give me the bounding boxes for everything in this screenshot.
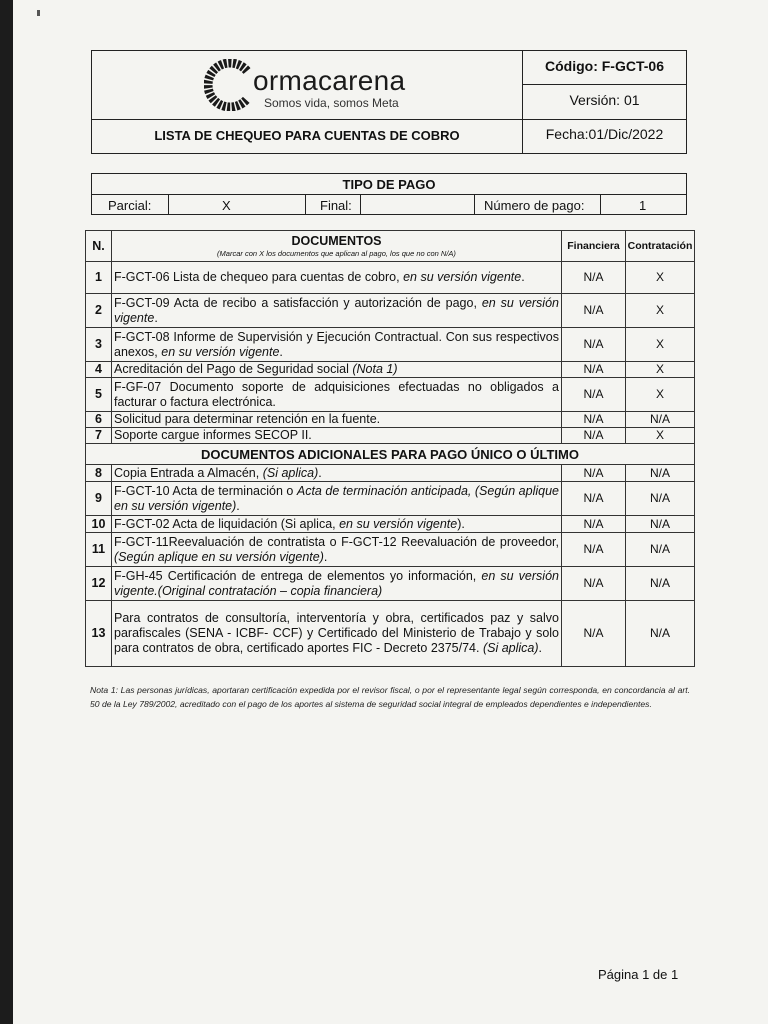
table-row	[86, 294, 695, 328]
row-description	[112, 362, 562, 378]
col-docs-header	[112, 231, 562, 262]
table-row	[86, 533, 695, 567]
logo-slogan: Somos vida, somos Meta	[264, 96, 399, 110]
final-label: Final:	[320, 198, 352, 213]
col-contratacion-header: Contratación	[626, 231, 695, 262]
row-number: 11	[86, 533, 112, 567]
section-row	[86, 444, 695, 465]
row-number: 1	[86, 262, 112, 294]
documents-table	[85, 230, 695, 667]
col-docs-title: DOCUMENTOS	[291, 234, 382, 248]
row-description	[112, 378, 562, 412]
description-italic: en su versión vigente	[161, 344, 280, 359]
contratacion-cell: N/A	[626, 412, 695, 428]
table-row	[86, 412, 695, 428]
financiera-cell: N/A	[562, 262, 626, 294]
row-description	[112, 533, 562, 567]
description-tail: .	[279, 344, 283, 359]
row-description	[112, 465, 562, 482]
description-text: Copia Entrada a Almacén,	[114, 465, 263, 480]
col-financiera-header: Financiera	[562, 231, 626, 262]
description-italic: en su versión vigente	[114, 295, 559, 325]
fecha-field: Fecha:01/Dic/2022	[545, 126, 664, 142]
description-text: F-GCT-02 Acta de liquidación (Si aplica,	[114, 516, 340, 531]
row-description	[112, 412, 562, 428]
row-description	[112, 262, 562, 294]
contratacion-cell: X	[626, 328, 695, 362]
row-number: 3	[86, 328, 112, 362]
contratacion-cell: N/A	[626, 533, 695, 567]
table-row	[86, 601, 695, 667]
description-italic: en su versión vigente	[403, 270, 522, 284]
financiera-cell: N/A	[562, 482, 626, 516]
description-text: F-GH-45 Certificación de entrega de elementos yo información,	[114, 568, 482, 583]
row-description	[112, 428, 562, 444]
col-n-header: N.	[86, 231, 112, 262]
numero-pago-label: Número de pago:	[484, 198, 585, 213]
description-text: Soporte cargue informes SECOP II.	[114, 428, 312, 442]
description-text: F-GF-07 Documento soporte de adquisiciones efectuadas no obligados a facturar o factura electrónica.	[114, 379, 559, 409]
row-number: 5	[86, 378, 112, 412]
table-row	[86, 428, 695, 444]
description-tail: .	[323, 549, 328, 564]
row-number: 8	[86, 465, 112, 482]
row-description	[112, 567, 562, 601]
contratacion-cell: X	[626, 294, 695, 328]
row-number: 2	[86, 294, 112, 328]
contratacion-cell: N/A	[626, 567, 695, 601]
table-row	[86, 328, 695, 362]
row-number: 12	[86, 567, 112, 601]
description-italic: (Si aplica)	[262, 465, 319, 480]
document-header	[91, 50, 687, 154]
financiera-cell: N/A	[562, 465, 626, 482]
row-description	[112, 294, 562, 328]
section-title: DOCUMENTOS ADICIONALES PARA PAGO ÚNICO O ÚLTIMO	[86, 444, 695, 465]
description-italic: (Según aplique en su versión vigente)	[114, 549, 324, 564]
row-number: 7	[86, 428, 112, 444]
description-text: Solicitud para determinar retención en la fuente.	[114, 412, 381, 426]
description-text: F-GCT-10 Acta de terminación o	[114, 483, 297, 498]
row-number: 6	[86, 412, 112, 428]
table-row	[86, 378, 695, 412]
nota-1: Nota 1: Las personas jurídicas, aportaran certificación expedida por el revisor fiscal, o por el representante legal según corresponda, en concordancia al art. 50 de la Ley 789/2002, acreditado con el pago de los aportes al sistema de seguridad social integral de empleados dependientes e independientes.	[90, 685, 690, 709]
contratacion-cell: N/A	[626, 482, 695, 516]
logo-c-icon	[204, 59, 256, 111]
numero-pago-value: 1	[639, 198, 647, 213]
contratacion-cell: X	[626, 428, 695, 444]
financiera-cell: N/A	[562, 328, 626, 362]
financiera-cell: N/A	[562, 378, 626, 412]
table-row	[86, 516, 695, 533]
description-tail: .	[538, 641, 543, 655]
version-field: Versión: 01	[569, 92, 640, 108]
financiera-cell: N/A	[562, 412, 626, 428]
financiera-cell: N/A	[562, 567, 626, 601]
contratacion-cell: X	[626, 262, 695, 294]
description-italic: Acta de terminación anticipada, (Según aplique en su versión vigente)	[114, 483, 559, 513]
contratacion-cell: X	[626, 362, 695, 378]
row-number: 10	[86, 516, 112, 533]
financiera-cell: N/A	[562, 362, 626, 378]
parcial-value: X	[222, 198, 231, 213]
tipo-pago-title: TIPO DE PAGO	[342, 177, 436, 192]
description-tail: .	[236, 498, 240, 513]
contratacion-cell: X	[626, 378, 695, 412]
codigo-field: Código: F-GCT-06	[545, 58, 664, 74]
contratacion-cell: N/A	[626, 516, 695, 533]
document-title: LISTA DE CHEQUEO PARA CUENTAS DE COBRO	[154, 128, 460, 143]
logo-name: ormacarena	[253, 65, 406, 96]
description-text: F-GCT-09 Acta de recibo a satisfacción y autorización de pago,	[114, 295, 482, 310]
description-text: F-GCT-06 Lista de chequeo para cuentas de cobro,	[114, 270, 404, 284]
description-text: F-GCT-11Reevaluación de contratista o F-GCT-12 Reevaluación de proveedor,	[114, 534, 559, 549]
parcial-label: Parcial:	[108, 198, 152, 213]
table-row	[86, 262, 695, 294]
description-italic: en su versión vigente.(Original contratación – copia financiera)	[114, 568, 559, 598]
table-row	[86, 362, 695, 378]
financiera-cell: N/A	[562, 294, 626, 328]
financiera-cell: N/A	[562, 533, 626, 567]
description-tail: .	[521, 270, 525, 284]
financiera-cell: N/A	[562, 601, 626, 667]
financiera-cell: N/A	[562, 428, 626, 444]
row-description	[112, 516, 562, 533]
contratacion-cell: N/A	[626, 465, 695, 482]
description-tail: .	[318, 465, 322, 480]
table-row	[86, 482, 695, 516]
financiera-cell: N/A	[562, 516, 626, 533]
description-text: F-GCT-08 Informe de Supervisión y Ejecución Contractual. Con sus respectivos anexos,	[114, 329, 559, 359]
col-docs-subtitle: (Marcar con X los documentos que aplican al pago, los que no con N/A)	[217, 249, 456, 258]
description-text: Acreditación del Pago de Seguridad social	[114, 362, 353, 376]
description-italic: (Nota 1)	[352, 362, 398, 376]
tipo-pago-box	[91, 173, 687, 215]
table-header-row	[86, 231, 695, 262]
table-row	[86, 567, 695, 601]
table-row	[86, 465, 695, 482]
company-logo	[204, 57, 414, 115]
scan-edge	[0, 0, 13, 1024]
contratacion-cell: N/A	[626, 601, 695, 667]
description-italic: (Si aplica)	[482, 641, 539, 655]
description-italic: en su versión vigente	[339, 516, 458, 531]
description-text: Para contratos de consultoría, interventoría y obra, certificados paz y salvo parafiscales (SENA - ICBF- CCF) y Certificado del Ministerio de Trabajo y solo para contratos de obra, certificado aportes FIC - Decreto 2375/74.	[114, 611, 559, 655]
row-description	[112, 328, 562, 362]
row-description	[112, 482, 562, 516]
page-number: Página 1 de 1	[598, 967, 679, 982]
description-tail: .	[154, 310, 158, 325]
scan-mark	[37, 10, 40, 16]
row-number: 9	[86, 482, 112, 516]
row-number: 13	[86, 601, 112, 667]
row-description	[112, 601, 562, 667]
description-tail: ).	[457, 516, 465, 531]
row-number: 4	[86, 362, 112, 378]
